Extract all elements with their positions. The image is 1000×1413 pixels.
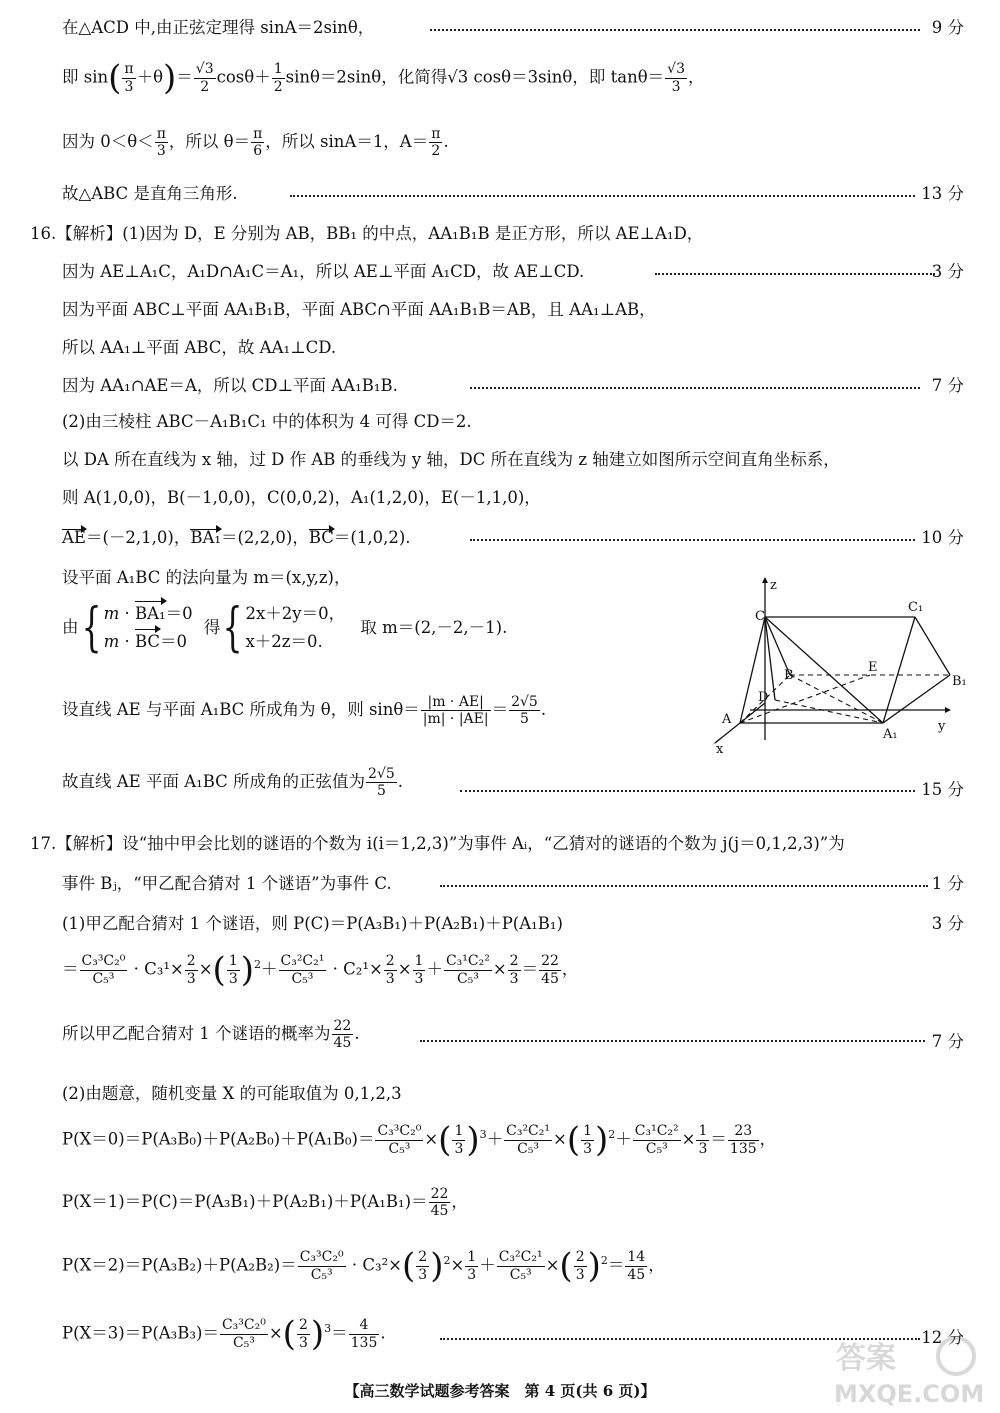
dot-leader [460,790,915,792]
text: 设平面 A₁BC 的法向量为 m＝(x,y,z)， [62,568,351,587]
text-line [62,372,398,396]
text: 所以 AA₁⊥平面 ABC，故 AA₁⊥CD. [62,338,337,357]
dot-leader [420,1040,925,1042]
fraction: $\frac{|m \cdot AE|}{|m| \cdot |AE|}$ [422,694,489,728]
system-right: 2x＋2y＝0， x＋2z＝0. [245,604,346,652]
line-DA1 [775,700,883,723]
fraction: $\frac{\pi}{3}$ [156,126,166,160]
label-x: x [716,742,724,755]
text: 设直线 AE 与平面 A₁BC 所成角为 θ，则 sinθ＝ [62,700,420,720]
label-B: B [784,668,794,683]
label-C: C [755,609,765,624]
text: ，所以 θ＝ [168,132,251,152]
fraction: $\frac{2}{3}$ [298,1317,308,1351]
text-line [62,484,541,508]
text: 取 m＝(2,－2,－1). [360,617,508,637]
text: 则 A(1,0,0)，B(－1,0,0)，C(0,0,2)，A₁(1,2,0)，E(－1,1,0)， [62,488,541,507]
vector-BC: BC [308,528,334,547]
vector-BA1: BA₁ [190,528,221,547]
fraction: $\frac{4}{135}$ [350,1317,378,1351]
svg-text:答案: 答案 [836,1341,896,1376]
text-line: 故直线 AE 平面 A₁BC 所成角的正弦值为 $\frac{2√5}{5}$ . [62,766,404,800]
fraction: $\frac{\text{C₃¹C₂²}}{\text{C₅³}}$ [445,953,490,987]
text: (2)由三棱柱 ABC－A₁B₁C₁ 中的体积为 4 可得 CD＝2. [62,412,472,431]
text-line [62,564,350,588]
brace: { [223,598,243,659]
text: 所以甲乙配合猜对 1 个谜语的概率为 [62,1024,331,1044]
fraction: $\frac{22}{45}$ [430,1186,449,1220]
label-B1: B₁ [952,674,967,689]
text-line [62,258,584,282]
text: cosθ＋ [216,67,271,87]
fraction: $\frac{\text{C₃²C₂¹}}{\text{C₅³}}$ [498,1249,543,1283]
edge-C1A1 [883,617,915,723]
score-3b: 3 分 [931,914,964,933]
text: ＝(2,2,0)， [220,528,309,547]
fraction: $\frac{\text{C₃³C₂⁰}}{\text{C₅³}}$ [299,1249,344,1283]
dot-leader [655,273,935,275]
score-3: 3 分 [931,262,964,281]
fraction: $\frac{\pi}{3}$ [124,61,134,95]
fraction: $\frac{2}{3}$ [575,1249,585,1283]
score-13: 13 分 [921,184,964,203]
svg-text:MXQE.COM: MXQE.COM [834,1380,985,1408]
score-12: 12 分 [921,1328,964,1347]
fraction: $\frac{2}{3}$ [509,953,519,987]
fraction: $\frac{\text{C₃³C₂⁰}}{\text{C₅³}}$ [221,1317,266,1351]
score-9: 9 分 [931,18,964,37]
equation-line: ＝ $\frac{\text{C₃³C₂⁰}}{\text{C₅³}}$ · C₃¹× $\frac{2}{3}$ ×( $\frac{1}{3}$ )$^2$＋ $\frac{\text{C₃²C₂¹}}{\text{C₅³}}$ · C₂¹× $\frac{2}{3}$ × $\frac{1}{3}$ ＋ $\frac{\text{C₃¹C₂²}}{\text{C₅³}}$ × $\frac{2}{3}$ ＝ $\frac{22}{45}$ ， [62,950,579,990]
fraction: $\frac{22}{45}$ [333,1018,352,1052]
text: 在△ACD 中,由正弦定理得 sinA＝2sinθ， [62,18,375,37]
edge-CA [740,617,765,723]
text-line [62,870,392,894]
fraction: $\frac{2}{3}$ [385,953,395,987]
fraction: $\frac{√3}{2}$ [195,61,214,95]
text-line: 所以甲乙配合猜对 1 个谜语的概率为 $\frac{22}{45}$ . [62,1018,360,1052]
paren: ) [163,58,177,98]
brace: { [81,598,101,659]
fraction: $\frac{1}{3}$ [454,1123,464,1157]
score-15: 15 分 [921,780,964,799]
prism-figure [700,575,970,755]
equation-system [62,598,508,659]
fraction: $\frac{22}{45}$ [541,953,559,987]
equation-line: P(X＝2)＝P(A₃B₂)＋P(A₂B₂)＝ $\frac{\text{C₃³C₂⁰}}{\text{C₅³}}$ · C₃²×( $\frac{2}{3}$ )$^2$× $\frac{1}{3}$ ＋ $\frac{\text{C₃²C₂¹}}{\text{C₅³}}$ ×( $\frac{2}{3}$ )$^2$＝ $\frac{14}{45}$ ， [62,1246,665,1286]
text-line: 即 sin( $\frac{\pi}{3}$ ＋θ)＝ $\frac{√3}{2}$ cosθ＋ $\frac{1}{2}$ sinθ＝2sinθ，化简得√3 cosθ＝3sinθ，即 tanθ＝ $\frac{√3}{3}$ ， [62,58,705,98]
fraction: $\frac{\text{C₃²C₂¹}}{\text{C₅³}}$ [280,953,325,987]
dot-leader [470,539,915,541]
fraction: $\frac{2√5}{5}$ [511,694,538,728]
text: 因为 AE⊥A₁C，A₁D∩A₁C＝A₁，所以 AE⊥平面 A₁CD，故 AE⊥CD. [62,262,585,281]
text: 由 [62,617,79,637]
label-C1: C₁ [908,600,924,615]
score-10: 10 分 [921,528,964,547]
fraction: $\frac{1}{2}$ [273,61,283,95]
text: ，所以 sinA＝1，A＝ [265,132,429,152]
fraction: $\frac{1}{3}$ [698,1123,708,1157]
text: ＝(－2,1,0)， [85,528,191,547]
system-left: m · BA₁＝0 m · BC＝0 [104,600,193,656]
fraction: $\frac{23}{135}$ [729,1123,757,1157]
fraction: $\frac{\text{C₃¹C₂²}}{\text{C₅³}}$ [634,1123,679,1157]
vector-AE: AE [62,528,86,547]
watermark-logo [826,1330,986,1410]
label-y: y [938,719,946,734]
text: (1)甲乙配合猜对 1 个谜语，则 P(C)＝P(A₃B₁)＋P(A₂B₁)＋P(A₁B₁) [62,914,563,933]
text-line [62,1080,402,1104]
fraction: $\frac{\pi}{2}$ [431,126,441,160]
score-1: 1 分 [931,874,964,893]
text-line [62,446,840,470]
edge-C1B1 [915,617,950,675]
text-line: 设直线 AE 与平面 A₁BC 所成角为 θ，则 sinθ＝ $\frac{|m \cdot AE|}{|m| \cdot |AE|}$ ＝ $\frac{2√5}{5}$ . [62,694,547,728]
text: 因为平面 ABC⊥平面 AA₁B₁B，平面 ABC∩平面 AA₁B₁B＝AB，且 AA₁⊥AB， [62,300,656,319]
label-D: D [758,690,769,705]
text: (2)由题意，随机变量 X 的可能取值为 0,1,2,3 [62,1084,402,1103]
fraction: $\frac{\text{C₃³C₂⁰}}{\text{C₅³}}$ [377,1123,422,1157]
text: 得 [203,617,221,637]
text-line [62,296,656,320]
equation-line: P(X＝1)＝P(C)＝P(A₃B₁)＋P(A₂B₁)＋P(A₁B₁)＝ $\frac{22}{45}$ ， [62,1186,468,1220]
dot-leader [440,885,928,887]
text: 事件 Bⱼ，“甲乙配合猜对 1 个谜语”为事件 C. [62,874,392,893]
fraction: $\frac{1}{3}$ [583,1123,593,1157]
text: ＝(1,0,2). [333,528,411,547]
label-A: A [722,712,732,727]
text: sinθ＝2sinθ，化简得√3 cosθ＝3sinθ，即 tanθ＝ [285,67,665,87]
text-line: 因为 0＜θ＜ $\frac{\pi}{3}$ ，所以 θ＝ $\frac{\pi}{6}$ ，所以 sinA＝1，A＝ $\frac{\pi}{2}$ . [62,126,449,160]
page-footer: 【高三数学试题参考答案 第 4 页(共 6 页)】 [344,1382,656,1400]
fraction: $\frac{1}{3}$ [414,953,424,987]
text: 因为 AA₁∩AE＝A，所以 CD⊥平面 AA₁B₁B. [62,376,398,395]
text: 故直线 AE 平面 A₁BC 所成角的正弦值为 [62,772,366,792]
text: 17.【解析】设“抽中甲会比划的谜语的个数为 i(i＝1,2,3)”为事件 Aᵢ，“乙猜对的谜语的个数为 j(j＝0,1,2,3)”为 [30,834,845,853]
text-line [62,910,563,934]
text: 以 DA 所在直线为 x 轴，过 D 作 AB 的垂线为 y 轴，DC 所在直线为 z 轴建立如图所示空间直角坐标系， [62,450,840,469]
text: 16.【解析】(1)因为 D，E 分别为 AB，BB₁ 的中点，AA₁B₁B 是正方形，所以 AE⊥A₁D， [30,224,704,243]
q17-heading [30,830,845,854]
fraction: $\frac{2√5}{5}$ [368,766,395,800]
edge-A1B1 [883,675,950,723]
dot-leader [290,195,915,197]
text: ＝ [176,67,193,87]
label-E: E [868,660,878,675]
fraction: $\frac{1}{3}$ [467,1249,477,1283]
text-line [62,408,472,432]
text-line [62,524,411,548]
text: 即 sin [62,67,109,87]
label-z: z [770,578,777,593]
score-7b: 7 分 [931,1032,964,1051]
fraction: $\frac{√3}{3}$ [667,61,685,95]
text: 故△ABC 是直角三角形. [62,184,238,203]
text: 因为 0＜θ＜ [62,132,154,152]
line-BA1 [790,675,883,723]
fraction: $\frac{2}{3}$ [418,1249,428,1283]
dot-leader [430,29,920,31]
fraction: $\frac{14}{45}$ [627,1249,646,1283]
paren: ( [108,58,122,98]
fraction: $\frac{2}{3}$ [186,953,196,987]
equation-line: P(X＝0)＝P(A₃B₀)＋P(A₂B₀)＋P(A₁B₀)＝ $\frac{\text{C₃³C₂⁰}}{\text{C₅³}}$ ×( $\frac{1}{3}$ )$^3$＋ $\frac{\text{C₃²C₂¹}}{\text{C₅³}}$ ×( $\frac{1}{3}$ )$^2$＋ $\frac{\text{C₃¹C₂²}}{\text{C₅³}}$ × $\frac{1}{3}$ ＝ $\frac{23}{135}$ ， [62,1120,777,1160]
text-line [62,180,238,204]
text-line [62,14,374,38]
fraction: $\frac{\pi}{6}$ [253,126,263,160]
fraction: $\frac{1}{3}$ [228,953,238,987]
fraction: $\frac{\text{C₃²C₂¹}}{\text{C₅³}}$ [506,1123,550,1157]
score-7: 7 分 [931,376,964,395]
label-A1: A₁ [883,727,898,742]
equation-line: P(X＝3)＝P(A₃B₃)＝ $\frac{\text{C₃³C₂⁰}}{\text{C₅³}}$ ×( $\frac{2}{3}$ )$^3$＝ $\frac{4}{135}$ . [62,1314,386,1354]
q16-heading [30,220,703,244]
fraction: $\frac{\text{C₃³C₂⁰}}{\text{C₅³}}$ [81,953,126,987]
text-line [62,334,336,358]
dot-leader [470,387,920,389]
